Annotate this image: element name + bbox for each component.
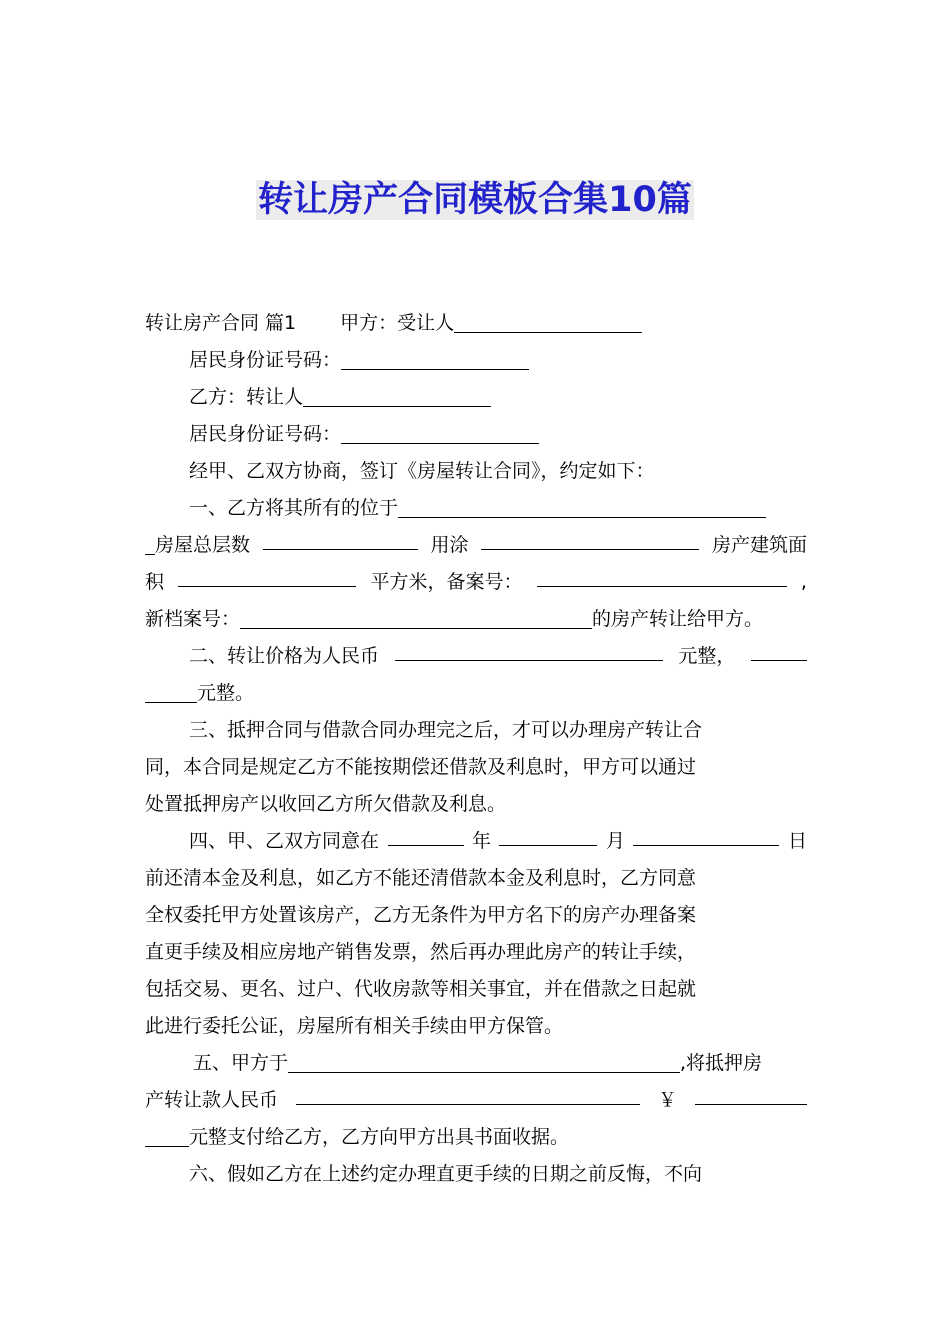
clause-4-text-5: 此进行委托公证，房屋所有相关手续由甲方保管。: [145, 1015, 564, 1037]
archive-number-blank: [240, 606, 592, 629]
party-b-id-label: 居民身份证号码：: [189, 423, 342, 445]
clause-4-day: 日: [787, 830, 807, 852]
clause-4-line-5: [145, 971, 807, 1008]
clause-1-line-3: [145, 564, 807, 601]
clause-1-text-c: 用涂: [430, 534, 469, 556]
floors-blank: [263, 527, 418, 550]
clause-1-text-f: 平方米，备案号：: [370, 571, 523, 593]
clause-3-text-3: 处置抵押房产以收回乙方所欠借款及利息。: [145, 793, 507, 815]
clause-3-line-2: [145, 749, 807, 786]
party-a-id-line: [145, 342, 807, 379]
clause-1-text-h: 新档案号：: [145, 608, 241, 630]
price-blank: [395, 638, 663, 661]
clause-4-line-1: [145, 823, 807, 860]
year-blank: [388, 823, 464, 846]
clause-4-line-4: [145, 934, 807, 971]
clause-1-line-2: [145, 527, 807, 564]
clause-4-text-3: 直更手续及相应房地产销售发票，然后再办理此房产的转让手续，: [145, 941, 697, 963]
clause-5-line-1: [145, 1045, 807, 1082]
clause-3-text-1: 三、抵押合同与借款合同办理完之后，才可以办理房产转让合: [189, 719, 703, 741]
document-title: [0, 176, 950, 224]
payment-date-blank: [288, 1050, 680, 1073]
clause-5-yen: ￥: [657, 1089, 677, 1111]
party-a-id-blank: [341, 347, 529, 370]
contract-heading: 转让房产合同 篇1: [145, 312, 297, 334]
clause-4-text-2: 全权委托甲方处置该房产，乙方无条件为甲方名下的房产办理备案: [145, 904, 697, 926]
clause-4-text-a: 四、甲、乙双方同意在: [189, 830, 380, 852]
clause-6-line-1: [145, 1156, 807, 1193]
clause-3-line-3: [145, 786, 807, 823]
clause-1-line-1: [145, 490, 807, 527]
clause-6-text: 六、假如乙方在上述约定办理直更手续的日期之前反悔，不向: [189, 1163, 703, 1185]
clause-2-text-a: 二、转让价格为人民币: [189, 645, 380, 667]
clause-4-line-6: [145, 1008, 807, 1045]
party-b-blank: [303, 384, 491, 407]
clause-3-text-2: 同，本合同是规定乙方不能按期偿还借款及利息时，甲方可以通过: [145, 756, 697, 778]
document-title-text: 转让房产合同模板合集10篇: [258, 180, 692, 220]
party-b-id-blank: [341, 421, 539, 444]
party-a-id-label: 居民身份证号码：: [189, 349, 342, 371]
clause-3-line-1: [145, 712, 807, 749]
clause-4-line-2: [145, 860, 807, 897]
clause-1-text-g: ,: [800, 571, 807, 593]
clause-4-line-3: [145, 897, 807, 934]
price-words-blank-cont: [145, 680, 197, 703]
party-a-label: 甲方：受让人: [340, 312, 455, 334]
area-blank: [178, 564, 356, 587]
clause-5-text-c: 产转让款人民币: [145, 1089, 279, 1111]
contract-heading-line: [145, 305, 807, 342]
clause-5-text-d: 元整支付给乙方，乙方向甲方出具书面收据。: [189, 1126, 570, 1148]
price-words-blank: [751, 638, 807, 661]
clause-2-line-1: [145, 638, 807, 675]
clause-5-line-3: [145, 1119, 807, 1156]
location-blank: [398, 495, 766, 518]
record-number-blank: [537, 564, 787, 587]
clause-2-line-2: [145, 675, 807, 712]
clause-4-text-1: 前还清本金及利息，如乙方不能还清借款本金及利息时，乙方同意: [145, 867, 697, 889]
contract-body: [145, 305, 807, 1193]
clause-5-text-b: ,将抵押房: [680, 1052, 763, 1074]
party-a-blank: [454, 310, 642, 333]
clause-2-text-c: 元整。: [197, 682, 255, 704]
party-b-id-line: [145, 416, 807, 453]
clause-1-text-a: 一、乙方将其所有的位于: [189, 497, 399, 519]
clause-4-year: 年: [471, 830, 491, 852]
usage-blank: [481, 527, 699, 550]
clause-1-text-i: 的房产转让给甲方。: [592, 608, 764, 630]
month-blank: [499, 823, 597, 846]
amount-words-blank: [296, 1082, 640, 1105]
clause-4-month: 月: [605, 830, 625, 852]
clause-5-line-2: [145, 1082, 807, 1119]
intro-line: [145, 453, 807, 490]
clause-4-text-4: 包括交易、更名、过户、代收房款等相关事宜，并在借款之日起就: [145, 978, 697, 1000]
amount-figures-blank-cont: [145, 1124, 189, 1147]
day-blank: [633, 823, 779, 846]
clause-1-text-b: 房屋总层数: [155, 534, 251, 556]
clause-1-text-d: 房产建筑面: [711, 534, 807, 556]
clause-5-text-a: 五、甲方于: [193, 1052, 289, 1074]
amount-figures-blank: [695, 1082, 807, 1105]
clause-1-line-4: [145, 601, 807, 638]
party-b-line: [145, 379, 807, 416]
clause-2-text-b: 元整，: [678, 645, 736, 667]
party-b-label: 乙方：转让人: [189, 386, 304, 408]
clause-1-text-e: 积: [145, 571, 165, 593]
location-blank-cont: [145, 532, 155, 555]
intro-text: 经甲、乙双方协商，签订《房屋转让合同》，约定如下：: [189, 460, 655, 482]
